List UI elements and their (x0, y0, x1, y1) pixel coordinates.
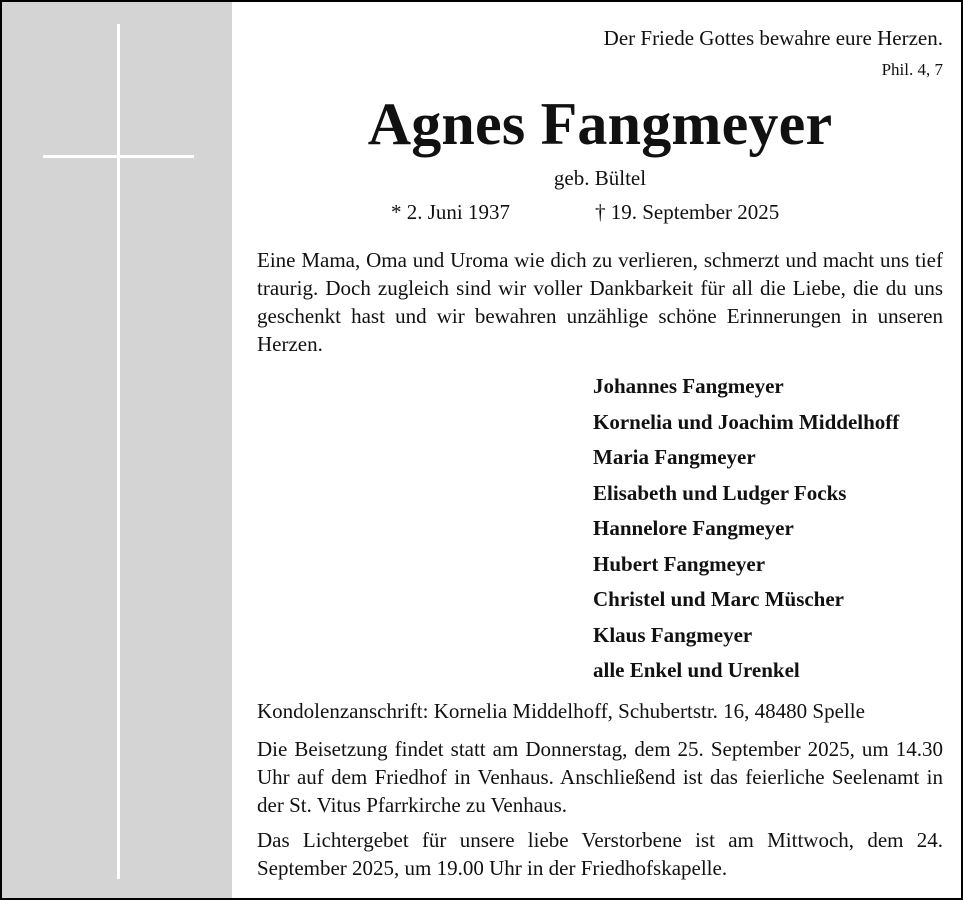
mourner-item: Hannelore Fangmeyer (593, 516, 794, 540)
birth-date: * 2. Juni 1937 (391, 200, 511, 224)
mourner-item: Hubert Fangmeyer (593, 551, 766, 576)
condolence-address: Kondolenzanschrift: Kornelia Middelhoff, Schubertstr. 16, 48480 Spelle (257, 699, 865, 723)
mourner-item: Christel und Marc Müscher (593, 587, 845, 611)
mourner-item: Maria Fangmeyer (593, 445, 756, 469)
maiden-name: geb. Bültel (553, 166, 647, 190)
mourners-list (593, 372, 899, 692)
tribute-text: Eine Mama, Oma und Uroma wie dich zu verlieren, schmerzt und macht uns tief traurig. Doch zugleich sind wir voller Dankbarkeit für all die Liebe, die du uns geschenkt hast und wir bewahren unzählige schöne Erinnerungen in unseren Herzen. (257, 248, 943, 356)
sidebar-panel (2, 2, 232, 898)
mourner-item: Elisabeth und Ludger Focks (593, 480, 847, 505)
bible-verse: Der Friede Gottes bewahre eure Herzen. (603, 26, 943, 50)
bible-verse-reference: Phil. 4, 7 (881, 60, 943, 79)
death-date: † 19. September 2025 (595, 200, 780, 224)
mourner-item: alle Enkel und Urenkel (593, 658, 800, 682)
mourner-item: Kornelia und Joachim Middelhoff (593, 409, 900, 434)
mourner-item: Klaus Fangmeyer (593, 622, 753, 647)
mourner-item: Johannes Fangmeyer (593, 374, 784, 398)
cross-icon (117, 24, 120, 879)
cross-icon-bar (43, 155, 194, 158)
notice-content (257, 2, 943, 898)
funeral-info: Die Beisetzung findet statt am Donnerstag, dem 25. September 2025, um 14.30 Uhr auf dem Friedhof in Venhaus. Anschließend ist das feierliche Seelenamt in der St. Vitus Pfarrkirche zu Venhaus. (257, 737, 943, 817)
prayer-info: Das Lichtergebet für unsere liebe Verstorbene ist am Mittwoch, dem 24. September 2025, um 19.00 Uhr in der Friedhofskapelle. (257, 828, 943, 880)
deceased-name: Agnes Fangmeyer (367, 91, 833, 157)
